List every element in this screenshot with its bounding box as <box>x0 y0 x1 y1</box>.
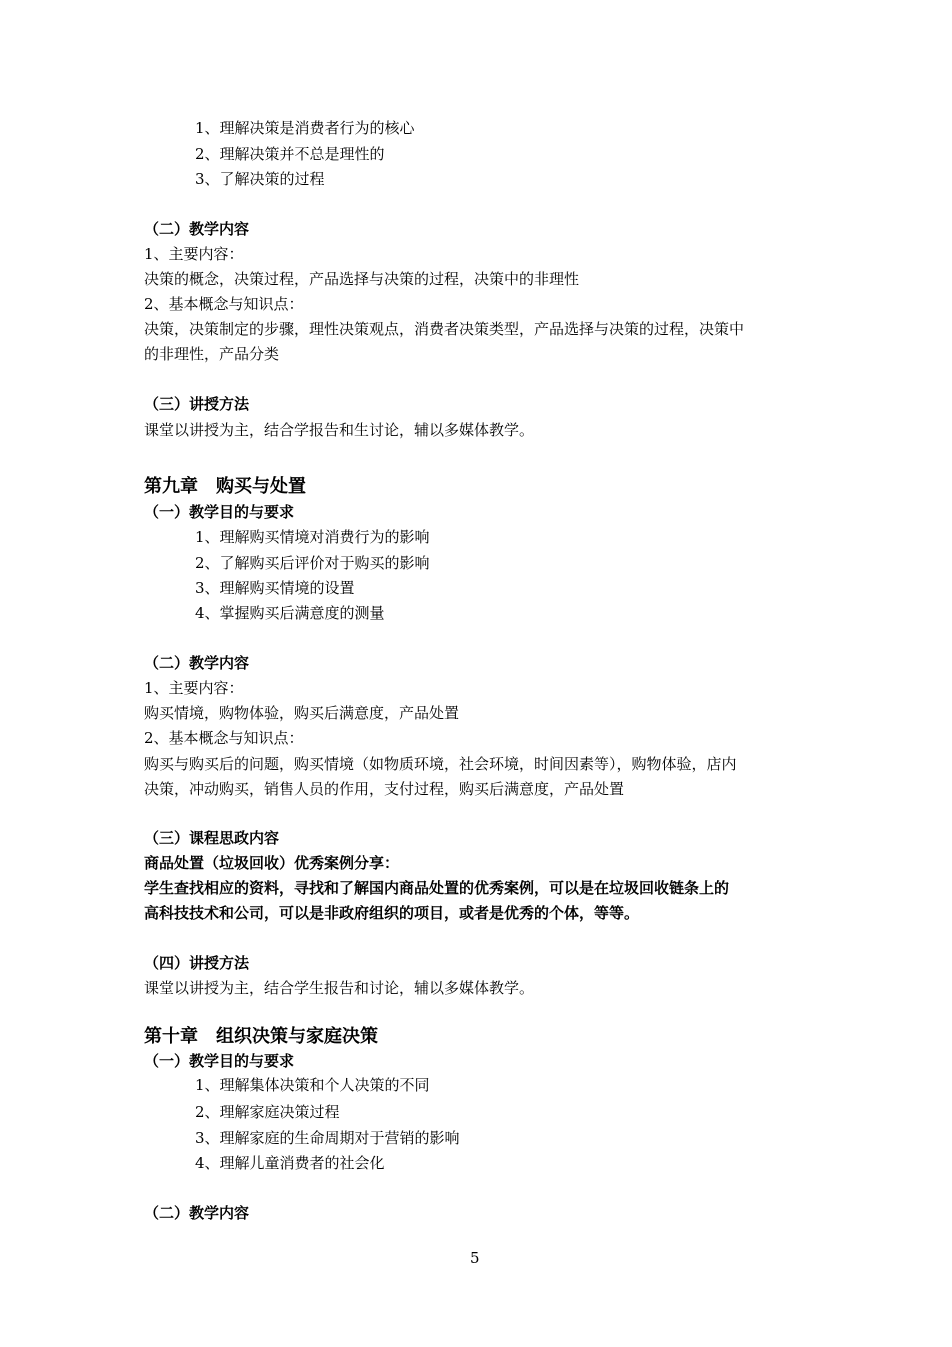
content-text: 的非理性，产品分类 <box>144 345 280 363</box>
content-label: 2、基本概念与知识点： <box>144 295 304 313</box>
content-text: 购买情境，购物体验，购买后满意度，产品处置 <box>144 704 460 722</box>
goal-item: 1、理解集体决策和个人决策的不同 <box>195 1076 430 1094</box>
method-text: 课堂以讲授为主，结合学报告和生讨论，辅以多媒体教学。 <box>144 421 535 439</box>
section-heading: （三）课程思政内容 <box>144 829 280 847</box>
goal-item: 3、了解决策的过程 <box>195 170 325 188</box>
content-label: 1、主要内容： <box>144 679 244 697</box>
section-heading: （二）教学内容 <box>144 1204 250 1222</box>
goal-item: 2、理解决策并不总是理性的 <box>195 145 385 163</box>
goal-item: 4、理解儿童消费者的社会化 <box>195 1154 385 1172</box>
chapter-title: 第十章 组织决策与家庭决策 <box>144 1026 378 1047</box>
content-text: 购买与购买后的问题，购买情境（如物质环境，社会环境，时间因素等），购物体验，店内 <box>144 755 737 773</box>
ideology-title: 商品处置（垃圾回收）优秀案例分享： <box>144 854 400 872</box>
goal-item: 3、理解家庭的生命周期对于营销的影响 <box>195 1129 460 1147</box>
content-text: 决策，决策制定的步骤，理性决策观点，消费者决策类型，产品选择与决策的过程，决策中 <box>144 320 745 338</box>
method-text: 课堂以讲授为主，结合学生报告和讨论，辅以多媒体教学。 <box>144 979 535 997</box>
section-heading: （四）讲授方法 <box>144 954 250 972</box>
section-heading: （一）教学目的与要求 <box>144 503 295 521</box>
content-text: 决策，冲动购买，销售人员的作用，支付过程，购买后满意度，产品处置 <box>144 780 625 798</box>
section-heading: （二）教学内容 <box>144 654 250 672</box>
content-label: 2、基本概念与知识点： <box>144 729 304 747</box>
section-heading: （三）讲授方法 <box>144 395 250 413</box>
goal-item: 1、理解购买情境对消费行为的影响 <box>195 528 430 546</box>
goal-item: 1、理解决策是消费者行为的核心 <box>195 119 415 137</box>
ideology-text: 高科技技术和公司，可以是非政府组织的项目，或者是优秀的个体，等等。 <box>144 904 640 922</box>
ideology-text: 学生查找相应的资料，寻找和了解国内商品处置的优秀案例，可以是在垃圾回收链条上的 <box>144 879 730 897</box>
section-heading: （二）教学内容 <box>144 220 250 238</box>
section-heading: （一）教学目的与要求 <box>144 1052 295 1070</box>
chapter-title: 第九章 购买与处置 <box>144 476 306 497</box>
content-label: 1、主要内容： <box>144 245 244 263</box>
goal-item: 3、理解购买情境的设置 <box>195 579 355 597</box>
page-number: 5 <box>470 1249 480 1267</box>
goal-item: 2、了解购买后评价对于购买的影响 <box>195 554 430 572</box>
content-text: 决策的概念，决策过程，产品选择与决策的过程，决策中的非理性 <box>144 270 580 288</box>
goal-item: 2、理解家庭决策过程 <box>195 1103 340 1121</box>
goal-item: 4、掌握购买后满意度的测量 <box>195 604 385 622</box>
